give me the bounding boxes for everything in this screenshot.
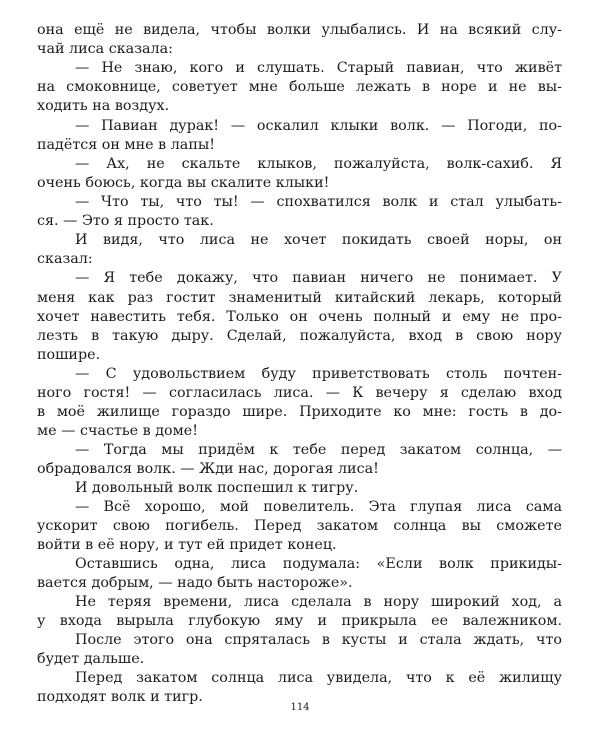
text-line: — Павиан дурак! — оскалил клыки волк. — Погоди, по- — [75, 118, 562, 134]
page-number: 114 — [290, 702, 310, 713]
text-line: — Что ты, что ты! — спохватился волк и стал улыбать- — [75, 194, 562, 210]
text-line: Оставшись одна, лиса подумала: «Если волк прикиды- — [75, 556, 562, 572]
text-line: лезть в такую дыру. Сделай, пожалуйста, вход в свою нору — [37, 328, 562, 344]
text-line: — Я тебе докажу, что павиан ничего не понимает. У — [75, 270, 562, 286]
text-line: падётся он мне в лапы! — [37, 137, 215, 153]
text-line: вается добрым, — надо быть настороже». — [37, 575, 353, 591]
text-line: — Тогда мы придём к тебе перед закатом солнца, — — [75, 442, 562, 458]
text-line: войти в её нору, и тут ей придет конец. — [37, 537, 337, 553]
text-line: ся. — Это я просто так. — [37, 213, 214, 229]
text-line: ходить на воздух. — [37, 98, 170, 114]
text-line: — Всё хорошо, мой повелитель. Эта глупая лиса сама — [75, 499, 562, 515]
text-line: хочет навестить тебя. Только он очень полный и ему не про- — [37, 309, 562, 325]
text-line: сказал: — [37, 251, 93, 267]
text-line: ного гостя! — согласилась лиса. — К вечеру я сделаю вход — [37, 385, 562, 401]
text-line: обрадовался волк. — Жди нас, дорогая лиса! — [37, 461, 379, 477]
text-line: После этого она спряталась в кусты и стала ждать, что — [75, 632, 562, 648]
text-line: пошире. — [37, 347, 101, 363]
text-line: Перед закатом солнца лиса увидела, что к её жилищу — [75, 670, 562, 686]
text-line: в моё жилище гораздо шире. Приходите ко мне: гость в до- — [37, 404, 562, 420]
text-line: у входа вырыла глубокую яму и прикрыла ее валежником. — [37, 613, 562, 629]
text-line: Не теряя времени, лиса сделала в нору широкий ход, а — [75, 594, 562, 610]
text-line: — С удовольствием буду приветствовать столь почтен- — [75, 366, 562, 382]
text-line: она ещё не видела, чтобы волки улыбались. И на всякий слу- — [37, 22, 562, 38]
text-line: И довольный волк поспешил к тигру. — [75, 480, 359, 496]
text-line: меня как раз гостит знаменитый китайский лекарь, который — [37, 290, 562, 306]
text-line: ускорит свою погибель. Перед закатом солнца вы сможете — [37, 518, 562, 534]
text-line: чай лиса сказала: — [37, 41, 173, 57]
text-line: подходят волк и тигр. — [37, 689, 203, 705]
text-line: — Ах, не скальте клыков, пожалуйста, волк-сахиб. Я — [75, 156, 562, 172]
text-line: на смоковнице, советует мне больше лежать в норе и не вы- — [37, 79, 562, 95]
text-line: И видя, что лиса не хочет покидать своей норы, он — [75, 232, 562, 248]
text-line: очень боюсь, когда вы скалите клыки! — [37, 175, 330, 191]
text-line: — Не знаю, кого и слушать. Старый павиан, что живёт — [75, 60, 562, 76]
text-line: ме — счастье в доме! — [37, 423, 198, 439]
text-line: будет дальше. — [37, 651, 145, 667]
